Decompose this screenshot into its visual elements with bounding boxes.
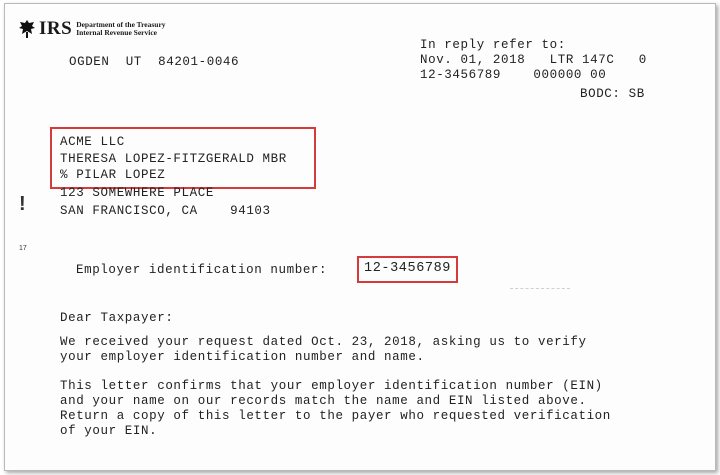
paragraph-1-line-1: We received your request dated Oct. 23, 2018, asking us to verify — [60, 335, 587, 349]
reference-bodc: BODC: SB — [580, 87, 645, 101]
paragraph-2-line-1: This letter confirms that your employer identification number (EIN) — [60, 379, 603, 393]
address-line-5: SAN FRANCISCO, CA 94103 — [60, 204, 271, 218]
reference-date-letter: Nov. 01, 2018 LTR 147C 0 — [420, 53, 647, 67]
sender-location: OGDEN UT 84201-0046 — [69, 55, 240, 69]
ein-label: Employer identification number: — [76, 263, 328, 277]
ein-value: 12-3456789 — [364, 261, 452, 276]
reference-ein: 12-3456789 000000 00 — [420, 68, 607, 82]
scan-artifact-line — [510, 288, 570, 289]
address-line-4: 123 SOMEWHERE PLACE — [60, 186, 214, 200]
eagle-emblem-icon — [18, 19, 36, 39]
department-line-2: Internal Revenue Service — [76, 28, 158, 37]
department-line-1: Department of the Treasury — [76, 20, 166, 29]
address-line-2: THERESA LOPEZ-FITZGERALD MBR — [60, 152, 287, 166]
margin-mark-1: ! — [19, 193, 26, 215]
paragraph-2-line-3: Return a copy of this letter to the payer who requested verification — [60, 409, 611, 423]
paragraph-2-line-2: and your name on our records match the name and EIN listed above. — [60, 394, 587, 408]
agency-name: IRS — [39, 18, 73, 39]
greeting: Dear Taxpayer: — [60, 311, 174, 325]
paragraph-2-line-4: of your EIN. — [60, 424, 158, 438]
margin-mark-2: 17 — [19, 245, 27, 252]
department-name — [76, 21, 165, 37]
address-line-1: ACME LLC — [60, 135, 125, 149]
irs-logo — [18, 18, 166, 40]
address-line-3: % PILAR LOPEZ — [60, 168, 166, 182]
paragraph-1-line-2: your employer identification number and name. — [60, 350, 425, 364]
reference-heading: In reply refer to: — [420, 38, 566, 52]
